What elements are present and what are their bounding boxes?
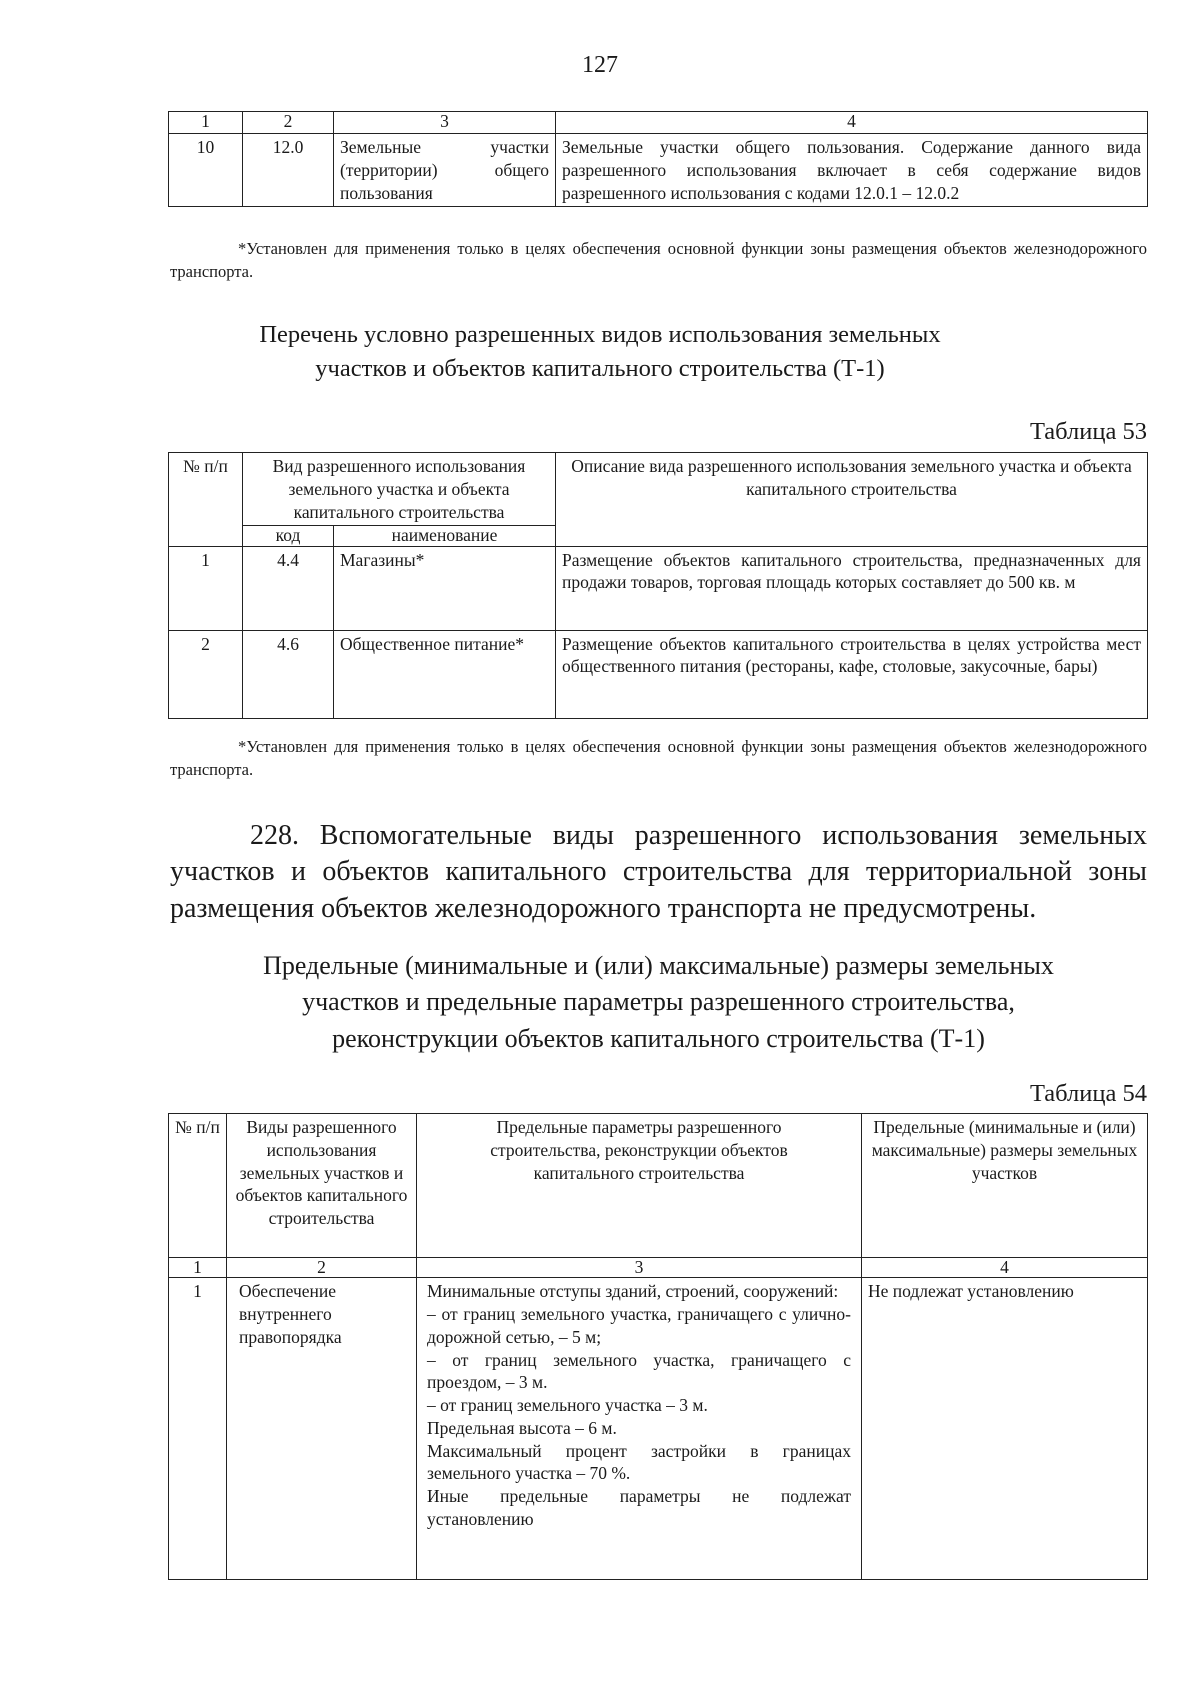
table-header-row [169, 1114, 1148, 1258]
param-line: Максимальный процент застройки в границах земельного участка – 70 %. [427, 1440, 851, 1484]
table-row [169, 546, 1148, 630]
col-number-1: 1 [169, 1258, 227, 1278]
page-number: 127 [582, 52, 618, 78]
header-params: Предельные параметры разрешенного строительства, реконструкции объектов капитального строительства [417, 1114, 862, 1258]
row-number: 1 [169, 1278, 227, 1580]
row-name: Магазины* [334, 546, 556, 630]
row-description: Размещение объектов капитального строительства в целях устройства мест общественного питания (рестораны, кафе, столовые, закусочные, бары) [556, 630, 1148, 718]
footnote-1: *Установлен для применения только в целях обеспечения основной функции зоны размещения объектов железнодорожного транспорта. [170, 239, 1147, 281]
table-continued [168, 111, 1148, 207]
header-sizes: Предельные (минимальные и (или) максимальные) размеры земельных участков [862, 1114, 1148, 1258]
col-number-2: 2 [227, 1258, 417, 1278]
paragraph-228 [170, 818, 1147, 927]
table-54-caption: Таблица 54 [1029, 1080, 1147, 1107]
row-kind: Обеспечение внутреннего правопорядка [227, 1278, 417, 1580]
row-code: 4.6 [243, 630, 334, 718]
param-line: – от границ земельного участка, граничащего с проездом, – 3 м. [427, 1349, 851, 1393]
heading-line-2: участков и предельные параметры разрешенного строительства, [302, 987, 1015, 1017]
header-name: наименование [334, 526, 556, 546]
row-name: Общественное питание* [334, 630, 556, 718]
table-header-row [169, 112, 1148, 134]
row-sizes: Не подлежат установлению [862, 1278, 1148, 1580]
row-number: 1 [169, 546, 243, 630]
param-line: Иные предельные параметры не подлежат установлению [427, 1486, 851, 1529]
paragraph-line-2: участков и объектов капитального строительства для территориальной зоны [170, 856, 1147, 888]
param-line: – от границ земельного участка, граничащего с улично-дорожной сетью, – 5 м; [427, 1304, 851, 1347]
row-description: Размещение объектов капитального строительства, предназначенных для продажи товаров, торговая площадь которых составляет до 500 кв. м [556, 546, 1148, 630]
row-name: Земельные участки (территории) общего пользования [334, 134, 556, 207]
header-code: код [243, 526, 334, 546]
row-description: Земельные участки общего пользования. Содержание данного вида разрешенного использования включает в себя содержание видов разрешенного использования с кодами 12.0.1 – 12.0.2 [556, 134, 1148, 207]
col-number-4: 4 [556, 112, 1148, 134]
col-number-3: 3 [334, 112, 556, 134]
table-53 [168, 452, 1148, 719]
param-line: – от границ земельного участка – 3 м. [427, 1395, 708, 1415]
param-line: Минимальные отступы зданий, строений, сооружений: [427, 1281, 839, 1302]
row-code: 4.4 [243, 546, 334, 630]
heading-line-1: Предельные (минимальные и (или) максимальные) размеры земельных [263, 951, 1054, 980]
col-number-1: 1 [169, 112, 243, 134]
footnote-2: *Установлен для применения только в целях обеспечения основной функции зоны размещения объектов железнодорожного транспорта. [170, 737, 1147, 779]
heading-conditional-uses: Перечень условно разрешенных видов использования земельных участков и объектов капитального строительства (Т-1) [259, 321, 941, 382]
param-line: Предельная высота – 6 м. [427, 1417, 617, 1438]
header-kind: Вид разрешенного использования земельного участка и объекта капитального строительства [243, 453, 556, 526]
row-number: 2 [169, 630, 243, 718]
table-row [169, 1278, 1148, 1580]
header-kinds: Виды разрешенного использования земельных участков и объектов капитального строительства [227, 1114, 417, 1258]
table-54 [168, 1113, 1148, 1580]
header-number: № п/п [169, 1114, 227, 1258]
header-number: № п/п [169, 453, 243, 547]
table-header-row [169, 453, 1148, 526]
paragraph-line-3: размещения объектов железнодорожного транспорта не предусмотрены. [170, 892, 1037, 924]
col-number-3: 3 [417, 1258, 862, 1278]
heading-line-3: реконструкции объектов капитального строительства (Т-1) [332, 1023, 985, 1053]
table-row [169, 134, 1148, 207]
row-params [417, 1278, 862, 1580]
col-number-4: 4 [862, 1258, 1148, 1278]
table-col-number-row [169, 1258, 1148, 1278]
header-description: Описание вида разрешенного использования земельного участка и объекта капитального строительства [556, 453, 1148, 547]
col-number-2: 2 [243, 112, 334, 134]
paragraph-line-1: 228. Вспомогательные виды разрешенного использования земельных [250, 820, 1147, 851]
row-code: 12.0 [243, 134, 334, 207]
heading-limit-sizes [170, 948, 1147, 1057]
table-row [169, 630, 1148, 718]
row-number: 10 [169, 134, 243, 207]
table-53-caption: Таблица 53 [1029, 418, 1147, 445]
